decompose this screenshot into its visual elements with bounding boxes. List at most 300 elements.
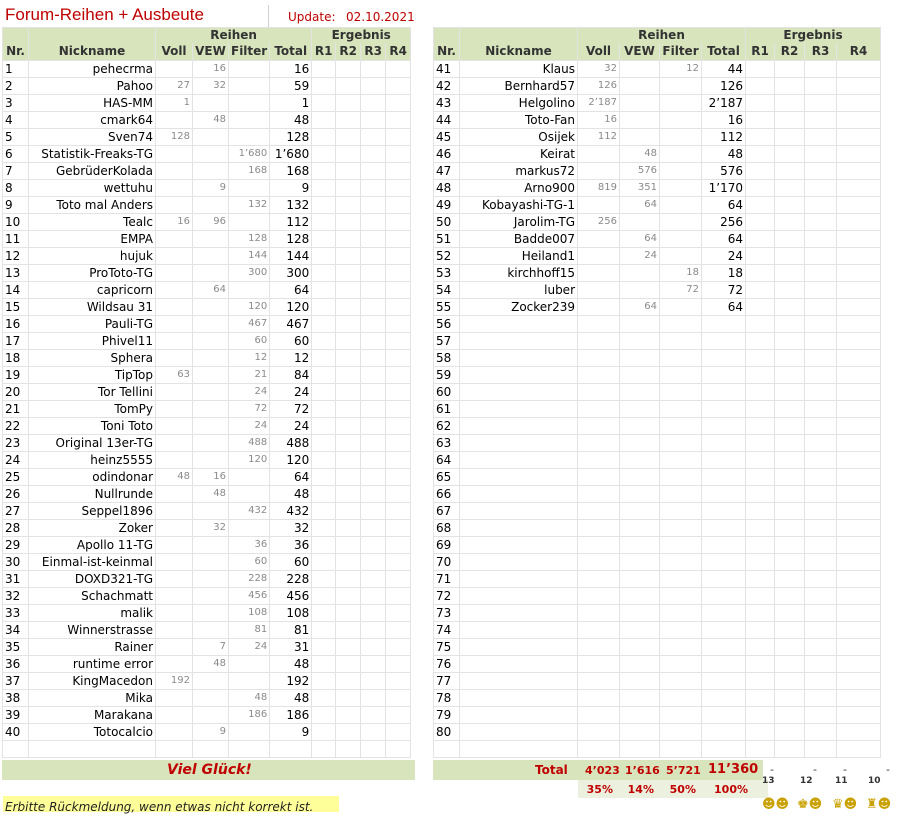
row-nr: 41 bbox=[434, 61, 460, 78]
row-nr: 12 bbox=[3, 248, 29, 265]
row-nr: 24 bbox=[3, 452, 29, 469]
vew-cell bbox=[620, 418, 660, 435]
r2-cell bbox=[775, 282, 805, 299]
row-nr: 14 bbox=[3, 282, 29, 299]
voll-cell: 819 bbox=[578, 180, 620, 197]
r3-cell bbox=[805, 163, 837, 180]
table-row bbox=[434, 282, 881, 299]
row-nr: 77 bbox=[434, 673, 460, 690]
r4-cell bbox=[837, 78, 881, 95]
vew-cell bbox=[620, 452, 660, 469]
r3-cell bbox=[361, 129, 386, 146]
table-row bbox=[3, 639, 411, 656]
r1-cell bbox=[746, 95, 775, 112]
total-cell: 144 bbox=[270, 248, 312, 265]
col-header-r1: R1 bbox=[746, 43, 775, 61]
row-nr: 69 bbox=[434, 537, 460, 554]
voll-cell bbox=[156, 61, 193, 78]
vew-cell bbox=[620, 520, 660, 537]
r2-cell bbox=[336, 622, 361, 639]
total-cell bbox=[702, 571, 746, 588]
vew-cell bbox=[193, 690, 229, 707]
nickname-cell: ProToto-TG bbox=[29, 265, 156, 282]
trophy-icon: ♛☻ bbox=[832, 797, 858, 812]
r3-cell bbox=[805, 299, 837, 316]
r3-cell bbox=[361, 707, 386, 724]
row-nr: 1 bbox=[3, 61, 29, 78]
r2-cell bbox=[336, 350, 361, 367]
vew-cell: 64 bbox=[620, 231, 660, 248]
r4-cell bbox=[386, 231, 411, 248]
nickname-cell bbox=[460, 520, 578, 537]
divider bbox=[268, 5, 269, 27]
total-cell: 24 bbox=[702, 248, 746, 265]
vew-cell bbox=[620, 537, 660, 554]
total-cell: 72 bbox=[702, 282, 746, 299]
nickname-cell: Keirat bbox=[460, 146, 578, 163]
vew-cell bbox=[620, 571, 660, 588]
table-row bbox=[434, 537, 881, 554]
vew-cell bbox=[620, 78, 660, 95]
col-header-r3: R3 bbox=[805, 43, 837, 61]
total-cell: 488 bbox=[270, 435, 312, 452]
total-cell bbox=[702, 401, 746, 418]
row-nr: 47 bbox=[434, 163, 460, 180]
vew-cell: 48 bbox=[193, 112, 229, 129]
vew-cell bbox=[193, 197, 229, 214]
filter-cell: 72 bbox=[229, 401, 270, 418]
r4-cell bbox=[386, 486, 411, 503]
r1-cell bbox=[746, 129, 775, 146]
col-header-ergebnis: Ergebnis bbox=[746, 28, 881, 44]
empty-cell bbox=[460, 741, 578, 758]
row-nr: 52 bbox=[434, 248, 460, 265]
row-nr: 2 bbox=[3, 78, 29, 95]
table-row bbox=[434, 401, 881, 418]
r1-cell bbox=[312, 367, 336, 384]
voll-cell bbox=[578, 724, 620, 741]
nickname-cell: odindonar bbox=[29, 469, 156, 486]
nickname-cell bbox=[460, 486, 578, 503]
vew-cell: 64 bbox=[620, 197, 660, 214]
r3-cell bbox=[805, 690, 837, 707]
table-row bbox=[434, 197, 881, 214]
voll-cell bbox=[156, 231, 193, 248]
vew-cell bbox=[193, 299, 229, 316]
empty-cell bbox=[620, 741, 660, 758]
r1-cell bbox=[746, 401, 775, 418]
total-cell: 48 bbox=[270, 486, 312, 503]
vew-cell bbox=[193, 435, 229, 452]
nickname-cell: Tealc bbox=[29, 214, 156, 231]
table-row bbox=[3, 401, 411, 418]
r1-cell bbox=[746, 265, 775, 282]
r2-cell bbox=[336, 333, 361, 350]
vew-cell bbox=[620, 503, 660, 520]
total-cell: 31 bbox=[270, 639, 312, 656]
voll-cell bbox=[578, 469, 620, 486]
empty-cell bbox=[775, 741, 805, 758]
row-nr: 42 bbox=[434, 78, 460, 95]
r2-cell bbox=[336, 129, 361, 146]
r3-cell bbox=[805, 554, 837, 571]
row-nr: 54 bbox=[434, 282, 460, 299]
r2-cell bbox=[336, 214, 361, 231]
r2-cell bbox=[775, 146, 805, 163]
row-nr: 60 bbox=[434, 384, 460, 401]
r2-cell bbox=[775, 486, 805, 503]
filter-cell: 60 bbox=[229, 333, 270, 350]
r4-cell bbox=[837, 95, 881, 112]
voll-cell: 16 bbox=[578, 112, 620, 129]
table-row bbox=[434, 639, 881, 656]
voll-cell bbox=[156, 571, 193, 588]
r3-cell bbox=[805, 537, 837, 554]
nickname-cell bbox=[460, 333, 578, 350]
r3-cell bbox=[361, 520, 386, 537]
total-cell: 84 bbox=[270, 367, 312, 384]
vew-cell bbox=[620, 282, 660, 299]
filter-cell: 21 bbox=[229, 367, 270, 384]
total-cell: 132 bbox=[270, 197, 312, 214]
vew-cell bbox=[193, 333, 229, 350]
row-nr: 27 bbox=[3, 503, 29, 520]
voll-cell bbox=[156, 656, 193, 673]
r4-cell bbox=[386, 163, 411, 180]
filter-cell: 24 bbox=[229, 639, 270, 656]
vew-cell bbox=[620, 486, 660, 503]
nickname-cell bbox=[460, 350, 578, 367]
total-cell bbox=[702, 656, 746, 673]
table-row bbox=[3, 282, 411, 299]
r1-cell bbox=[746, 282, 775, 299]
nickname-cell: Seppel1896 bbox=[29, 503, 156, 520]
voll-cell bbox=[578, 690, 620, 707]
r2-cell bbox=[775, 469, 805, 486]
r4-cell bbox=[386, 520, 411, 537]
r4-cell bbox=[386, 129, 411, 146]
r2-cell bbox=[336, 146, 361, 163]
row-nr: 46 bbox=[434, 146, 460, 163]
r4-cell bbox=[837, 537, 881, 554]
r1-cell bbox=[746, 197, 775, 214]
voll-cell: 63 bbox=[156, 367, 193, 384]
vew-cell: 32 bbox=[193, 78, 229, 95]
filter-cell bbox=[229, 180, 270, 197]
col-header-nr-top bbox=[434, 28, 460, 44]
r4-label: 10 bbox=[868, 776, 881, 786]
smiley-icon: ☻☻ bbox=[762, 797, 790, 812]
total-cell: 108 bbox=[270, 605, 312, 622]
nickname-cell: TomPy bbox=[29, 401, 156, 418]
r3-cell bbox=[361, 690, 386, 707]
r1-cell bbox=[746, 333, 775, 350]
r1-cell bbox=[312, 333, 336, 350]
vew-cell: 48 bbox=[620, 146, 660, 163]
table-row bbox=[3, 588, 411, 605]
voll-cell bbox=[578, 537, 620, 554]
row-nr: 71 bbox=[434, 571, 460, 588]
total-cell: 24 bbox=[270, 418, 312, 435]
r3-cell bbox=[361, 282, 386, 299]
update-label: Update: bbox=[288, 10, 336, 24]
total-cell: 128 bbox=[270, 231, 312, 248]
filter-cell: 60 bbox=[229, 554, 270, 571]
row-nr: 9 bbox=[3, 197, 29, 214]
table-row bbox=[434, 231, 881, 248]
total-cell: 48 bbox=[270, 690, 312, 707]
row-nr: 17 bbox=[3, 333, 29, 350]
r4-cell bbox=[837, 282, 881, 299]
vew-cell bbox=[193, 707, 229, 724]
table-row bbox=[3, 214, 411, 231]
nickname-cell: Phivel11 bbox=[29, 333, 156, 350]
row-nr: 33 bbox=[3, 605, 29, 622]
filter-cell bbox=[660, 486, 702, 503]
vew-cell bbox=[193, 571, 229, 588]
col-header-r2: R2 bbox=[775, 43, 805, 61]
filter-cell: 128 bbox=[229, 231, 270, 248]
filter-cell bbox=[660, 401, 702, 418]
r1-cell bbox=[312, 724, 336, 741]
row-nr: 50 bbox=[434, 214, 460, 231]
row-nr: 65 bbox=[434, 469, 460, 486]
r2-cell bbox=[775, 316, 805, 333]
nickname-cell: Toni Toto bbox=[29, 418, 156, 435]
voll-cell bbox=[156, 605, 193, 622]
r2-cell bbox=[775, 622, 805, 639]
nickname-cell: heinz5555 bbox=[29, 452, 156, 469]
vew-cell: 351 bbox=[620, 180, 660, 197]
r1-cell bbox=[746, 248, 775, 265]
total-cell: 24 bbox=[270, 384, 312, 401]
table-row bbox=[3, 554, 411, 571]
vew-cell: 48 bbox=[193, 656, 229, 673]
voll-cell bbox=[578, 707, 620, 724]
empty-cell bbox=[837, 741, 881, 758]
empty-cell bbox=[156, 741, 193, 758]
sum-vew: 1’616 bbox=[625, 764, 660, 777]
total-cell bbox=[702, 622, 746, 639]
feedback-note bbox=[3, 796, 339, 812]
voll-cell: 126 bbox=[578, 78, 620, 95]
pct-vew: 14% bbox=[627, 783, 654, 796]
r4-cell bbox=[837, 622, 881, 639]
total-cell: 44 bbox=[702, 61, 746, 78]
r2-cell bbox=[336, 469, 361, 486]
voll-cell bbox=[578, 571, 620, 588]
total-cell: 64 bbox=[702, 197, 746, 214]
vew-cell bbox=[193, 146, 229, 163]
row-nr: 80 bbox=[434, 724, 460, 741]
r4-cell bbox=[386, 214, 411, 231]
vew-cell: 16 bbox=[193, 61, 229, 78]
empty-cell bbox=[660, 741, 702, 758]
total-cell: 168 bbox=[270, 163, 312, 180]
table-row bbox=[434, 503, 881, 520]
r1-cell bbox=[746, 146, 775, 163]
vew-cell bbox=[620, 316, 660, 333]
voll-cell bbox=[578, 197, 620, 214]
nickname-cell: Bernhard57 bbox=[460, 78, 578, 95]
r3-cell bbox=[805, 197, 837, 214]
total-cell: 64 bbox=[702, 231, 746, 248]
nickname-cell: EMPA bbox=[29, 231, 156, 248]
r4-cell bbox=[837, 486, 881, 503]
total-cell: 186 bbox=[270, 707, 312, 724]
total-cell: 64 bbox=[270, 282, 312, 299]
r2-cell bbox=[775, 690, 805, 707]
r3-cell bbox=[361, 486, 386, 503]
vew-cell bbox=[620, 588, 660, 605]
voll-cell bbox=[156, 452, 193, 469]
r2-cell bbox=[336, 231, 361, 248]
voll-cell bbox=[156, 418, 193, 435]
filter-cell bbox=[660, 95, 702, 112]
total-cell bbox=[702, 588, 746, 605]
row-nr: 15 bbox=[3, 299, 29, 316]
r4-cell bbox=[386, 367, 411, 384]
col-header-ergebnis: Ergebnis bbox=[312, 28, 411, 44]
r3-cell bbox=[361, 724, 386, 741]
voll-cell bbox=[156, 401, 193, 418]
voll-cell bbox=[578, 248, 620, 265]
table-row bbox=[434, 554, 881, 571]
r3-cell bbox=[805, 129, 837, 146]
table-row bbox=[3, 146, 411, 163]
r4-cell bbox=[837, 673, 881, 690]
filter-cell bbox=[229, 520, 270, 537]
table-row bbox=[434, 146, 881, 163]
total-cell: 16 bbox=[270, 61, 312, 78]
vew-cell bbox=[620, 112, 660, 129]
nickname-cell: pehecrma bbox=[29, 61, 156, 78]
table-row bbox=[3, 197, 411, 214]
row-nr: 78 bbox=[434, 690, 460, 707]
r3-cell bbox=[805, 503, 837, 520]
total-cell: 60 bbox=[270, 554, 312, 571]
r3-cell bbox=[805, 639, 837, 656]
vew-cell bbox=[620, 554, 660, 571]
row-nr: 23 bbox=[3, 435, 29, 452]
r1-cell bbox=[746, 435, 775, 452]
col-header-reihen: Reihen bbox=[578, 28, 746, 44]
vew-cell bbox=[193, 95, 229, 112]
total-cell bbox=[702, 503, 746, 520]
nickname-cell: Zoker bbox=[29, 520, 156, 537]
empty-cell bbox=[386, 741, 411, 758]
filter-cell bbox=[660, 435, 702, 452]
nickname-cell: wettuhu bbox=[29, 180, 156, 197]
total-cell: 1’680 bbox=[270, 146, 312, 163]
r2-cell bbox=[336, 571, 361, 588]
r3-cell bbox=[361, 673, 386, 690]
voll-cell bbox=[156, 248, 193, 265]
trophy-icon: ♚☻ bbox=[797, 797, 823, 812]
total-cell bbox=[702, 673, 746, 690]
dash-r2: - bbox=[813, 763, 817, 776]
r4-cell bbox=[386, 401, 411, 418]
vew-cell bbox=[620, 384, 660, 401]
r1-cell bbox=[312, 520, 336, 537]
table-row bbox=[434, 588, 881, 605]
nickname-cell bbox=[460, 384, 578, 401]
vew-cell bbox=[193, 316, 229, 333]
total-cell bbox=[702, 724, 746, 741]
filter-cell bbox=[660, 622, 702, 639]
total-cell bbox=[702, 639, 746, 656]
r3-cell bbox=[805, 146, 837, 163]
table-row bbox=[3, 452, 411, 469]
table-row bbox=[434, 78, 881, 95]
nickname-cell: capricorn bbox=[29, 282, 156, 299]
filter-cell bbox=[660, 520, 702, 537]
r1-cell bbox=[746, 452, 775, 469]
nickname-cell bbox=[460, 418, 578, 435]
r4-cell bbox=[837, 129, 881, 146]
table-row bbox=[3, 384, 411, 401]
row-nr: 38 bbox=[3, 690, 29, 707]
r1-cell bbox=[746, 673, 775, 690]
total-cell: 576 bbox=[702, 163, 746, 180]
r2-cell bbox=[336, 639, 361, 656]
row-nr: 6 bbox=[3, 146, 29, 163]
row-nr: 67 bbox=[434, 503, 460, 520]
r1-cell bbox=[312, 622, 336, 639]
dash-r1: - bbox=[770, 763, 774, 776]
r3-cell bbox=[805, 571, 837, 588]
r3-cell bbox=[805, 486, 837, 503]
voll-cell bbox=[578, 554, 620, 571]
r2-cell bbox=[775, 231, 805, 248]
r3-cell bbox=[361, 418, 386, 435]
col-header-total: Total bbox=[270, 43, 312, 61]
table-row bbox=[3, 469, 411, 486]
r2-cell bbox=[775, 588, 805, 605]
r3-cell bbox=[361, 367, 386, 384]
filter-cell bbox=[229, 656, 270, 673]
row-nr: 39 bbox=[3, 707, 29, 724]
voll-cell: 1 bbox=[156, 95, 193, 112]
vew-cell: 9 bbox=[193, 180, 229, 197]
filter-cell bbox=[229, 486, 270, 503]
r4-cell bbox=[386, 282, 411, 299]
r4-cell bbox=[386, 707, 411, 724]
r4-cell bbox=[837, 690, 881, 707]
vew-cell bbox=[620, 350, 660, 367]
r4-cell bbox=[386, 554, 411, 571]
col-header-nickname-top bbox=[460, 28, 578, 44]
filter-cell bbox=[660, 588, 702, 605]
sum-total: 11’360 bbox=[708, 762, 759, 777]
table-row bbox=[3, 418, 411, 435]
table-row bbox=[434, 418, 881, 435]
voll-cell bbox=[156, 316, 193, 333]
table-row bbox=[3, 622, 411, 639]
right-table bbox=[433, 27, 881, 758]
r3-cell bbox=[805, 333, 837, 350]
vew-cell bbox=[193, 537, 229, 554]
r3-cell bbox=[805, 112, 837, 129]
r2-cell bbox=[336, 554, 361, 571]
r3-cell bbox=[805, 248, 837, 265]
r3-cell bbox=[805, 316, 837, 333]
r3-cell bbox=[361, 299, 386, 316]
r1-cell bbox=[312, 231, 336, 248]
r3-cell bbox=[805, 605, 837, 622]
r1-cell bbox=[312, 316, 336, 333]
good-luck-text: Viel Glück! bbox=[167, 762, 252, 778]
